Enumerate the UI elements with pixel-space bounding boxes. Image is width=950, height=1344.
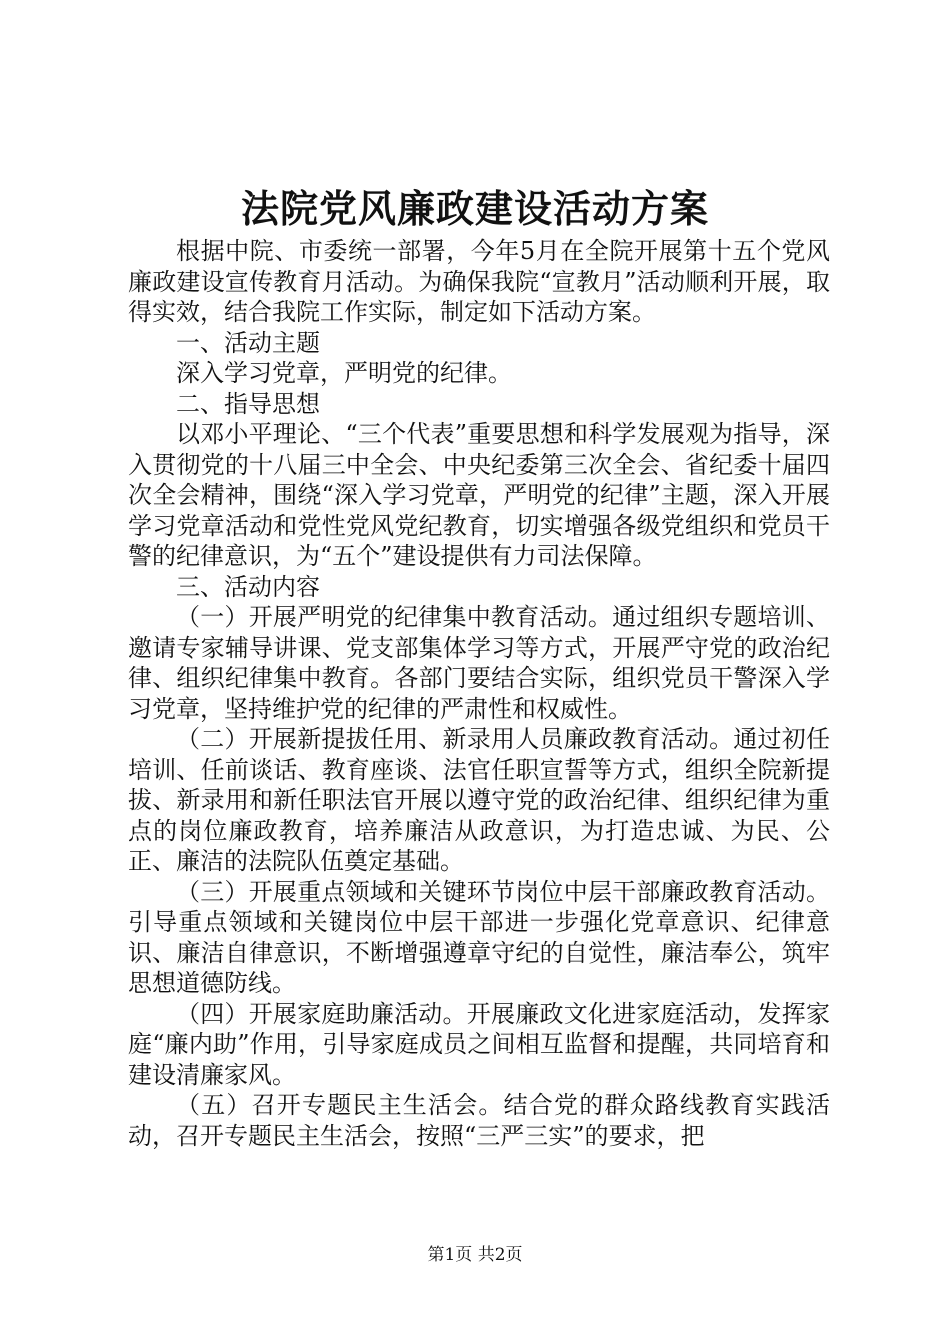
section-heading-activity-content: 三、活动内容 <box>176 572 320 601</box>
document-title: 法院党风廉政建设活动方案 <box>240 186 709 231</box>
paragraph-item-5: （五）召开专题民主生活会。结合党的群众路线教育实践活动，召开专题民主生活会，按照“三严三实”的要求，把 <box>128 1091 830 1150</box>
section-heading-theme: 一、活动主题 <box>176 328 320 357</box>
section-heading-guiding-thought: 二、指导思想 <box>176 389 320 418</box>
page-number-footer: 第1页 共2页 <box>427 1245 523 1265</box>
document-body <box>128 236 830 1151</box>
paragraph-intro: 根据中院、市委统一部署，今年5月在全院开展第十五个党风廉政建设宣传教育月活动。为确保我院“宣教月”活动顺利开展，取得实效，结合我院工作实际，制定如下活动方案。 <box>128 237 830 326</box>
paragraph-item-2: （二）开展新提拔任用、新录用人员廉政教育活动。通过初任培训、任前谈话、教育座谈、法官任职宣誓等方式，组织全院新提拔、新录用和新任职法官开展以遵守党的政治纪律、组织纪律为重点的岗位廉政教育，培养廉洁从政意识，为打造忠诚、为民、公正、廉洁的法院队伍奠定基础。 <box>128 725 830 875</box>
paragraph-item-4: （四）开展家庭助廉活动。开展廉政文化进家庭活动，发挥家庭“廉内助”作用，引导家庭成员之间相互监督和提醒，共同培育和建设清廉家风。 <box>128 999 830 1089</box>
paragraph-item-3: （三）开展重点领域和关键环节岗位中层干部廉政教育活动。引导重点领域和关键岗位中层干部进一步强化党章意识、纪律意识、廉洁自律意识，不断增强遵章守纪的自觉性，廉洁奉公，筑牢思想道德防线。 <box>128 877 830 997</box>
paragraph-theme: 深入学习党章，严明党的纪律。 <box>176 359 512 387</box>
paragraph-item-1: （一）开展严明党的纪律集中教育活动。通过组织专题培训、邀请专家辅导讲课、党支部集体学习等方式，开展严守党的政治纪律、组织纪律集中教育。各部门要结合实际，组织党员干警深入学习党章，坚持维护党的纪律的严肃性和权威性。 <box>128 603 830 723</box>
paragraph-guiding-thought: 以邓小平理论、“三个代表”重要思想和科学发展观为指导，深入贯彻党的十八届三中全会、中央纪委第三次全会、省纪委十届四次全会精神，围绕“深入学习党章，严明党的纪律”主题，深入开展学习党章活动和党性党风党纪教育，切实增强各级党组织和党员干警的纪律意识，为“五个”建设提供有力司法保障。 <box>128 420 830 570</box>
